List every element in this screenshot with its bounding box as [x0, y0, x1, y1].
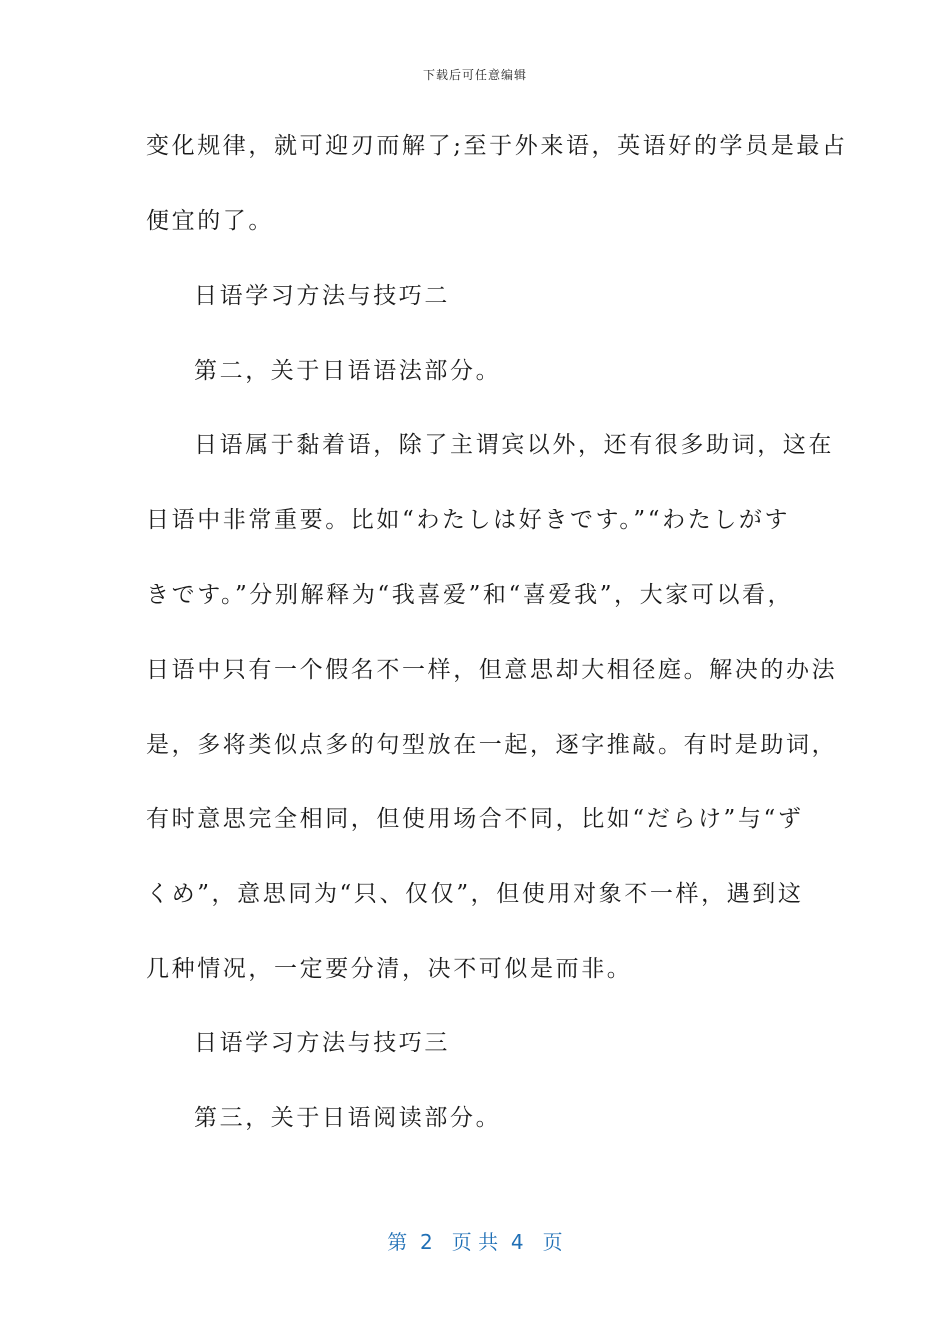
- text-line: くめ”，意思同为“只、仅仅”，但使用对象不一样，遇到这: [146, 881, 804, 907]
- text-line: きです。”分别解释为“我喜爱”和“喜爱我”，大家可以看，: [146, 582, 794, 608]
- page-number: 第 2 页 共 4 页: [387, 1230, 563, 1254]
- text-line: 第三，关于日语阅读部分。: [194, 1105, 502, 1131]
- section-heading: 日语学习方法与技巧二: [194, 283, 450, 309]
- text-line: 日语属于黏着语，除了主谓宾以外，还有很多助词，这在: [194, 432, 834, 458]
- text-line: 便宜的了。: [146, 208, 274, 234]
- text-line: 第二，关于日语语法部分。: [194, 358, 502, 384]
- text-line: 日语中非常重要。比如“わたしは好きです。”“わたしがす: [146, 507, 791, 533]
- section-heading: 日语学习方法与技巧三: [194, 1030, 450, 1056]
- download-note: 下载后可任意编辑: [422, 68, 527, 82]
- text-line: 变化规律，就可迎刃而解了;至于外来语，英语好的学员是最占: [146, 133, 848, 159]
- text-line: 是，多将类似点多的句型放在一起，逐字推敲。有时是助词，: [146, 732, 838, 758]
- text-line: 有时意思完全相同，但使用场合不同，比如“だらけ”与“ず: [146, 806, 804, 832]
- text-line: 几种情况，一定要分清，决不可似是而非。: [146, 956, 633, 982]
- text-line: 日语中只有一个假名不一样，但意思却大相径庭。解决的办法: [146, 657, 838, 683]
